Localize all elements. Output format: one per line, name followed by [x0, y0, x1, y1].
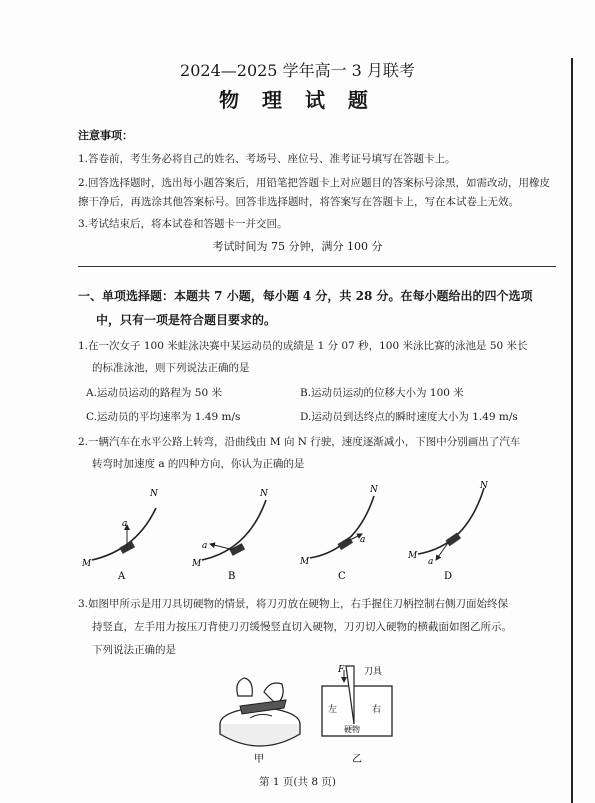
fig-b-a: a	[202, 541, 208, 551]
exam-title: 2024—2025 学年高一 3 月联考	[180, 61, 415, 80]
section-heading-cont: 中，只有一项是符合题目要求的。	[96, 313, 277, 327]
fig-b-m: M	[192, 559, 202, 569]
q1-option-a: A.运动员运动的路程为 50 米	[86, 387, 222, 399]
fig-c-m: M	[300, 557, 310, 567]
q3-stem-cont-2: 下列说法正确的是	[92, 644, 176, 656]
q2-stem-cont: 转弯时加速度 a 的四种方向，你认为正确的是	[92, 458, 305, 470]
q1-option-d: D.运动员到达终点的瞬时速度大小为 1.49 m/s	[300, 411, 518, 423]
fig-c-a: a	[360, 535, 366, 545]
fig-d	[407, 481, 489, 582]
q1-option-c: C.运动员的平均速率为 1.49 m/s	[86, 411, 241, 423]
fig-d-a: a	[428, 557, 434, 567]
car-icon	[446, 533, 461, 547]
fig-b-label: B	[228, 571, 236, 582]
fig-yi-label: 乙	[352, 754, 362, 765]
fig-c-label: C	[338, 571, 346, 582]
note-item-1: 1.答卷前，考生务必将自己的姓名、考场号、座位号、准考证号填写在答题卡上。	[78, 153, 456, 165]
note-item-2: 2.回答选择题时，选出每小题答案后，用铅笔把答题卡上对应题目的答案标号涂黑，如需改动，用橡皮	[78, 177, 551, 189]
q2-stem: 2.一辆汽车在水平公路上转弯，沿曲线由 M 向 N 行驶，速度逐渐减小，下图中分别画出了汽车	[78, 436, 521, 448]
fig-a-n: N	[150, 489, 158, 499]
section-heading: 一、单项选择题：本题共 7 小题，每小题 4 分，共 28 分。在每小题给出的四个选项	[78, 289, 533, 303]
fig-a-m: M	[82, 559, 92, 569]
fig-jia-label: 甲	[254, 754, 264, 765]
note-item-3: 3.考试结束后，将本试卷和答题卡一并交回。	[78, 218, 288, 230]
q3-figure-yi	[316, 660, 400, 768]
exam-time: 考试时间为 75 分钟，满分 100 分	[212, 240, 383, 253]
divider	[78, 266, 556, 267]
q3-stem-cont: 持竖直，左手用力按压刀背使刀刃缓慢竖直切入硬物，刀刃切入硬物的横截面如图乙所示。	[92, 621, 512, 633]
fig-a	[81, 489, 159, 582]
fig-yi-right: 右	[372, 705, 382, 715]
fig-d-n: N	[480, 481, 488, 491]
q3-stem: 3.如图甲所示是用刀具切硬物的情景，将刀刃放在硬物上，右手握住刀柄控制右侧刀面始终保	[78, 598, 509, 610]
fig-d-m: M	[408, 551, 418, 561]
fig-a-a: a	[122, 519, 128, 529]
q2-figures	[78, 478, 558, 586]
fig-yi-f: F	[338, 665, 345, 675]
fig-d-label: D	[444, 571, 453, 582]
notes-heading: 注意事项：	[78, 129, 133, 142]
fig-c	[299, 485, 379, 582]
fig-yi-hard: 硬物	[344, 725, 360, 734]
page-footer: 第 1 页(共 8 页)	[259, 776, 336, 788]
q1-stem: 1.在一次女子 100 米蛙泳决赛中某运动员的成绩是 1 分 07 秒，100 米泳比赛的泳池是 50 米长	[78, 340, 528, 352]
q1-stem-cont: 的标准泳池，则下列说法正确的是	[92, 362, 250, 374]
fig-a-label: A	[118, 571, 126, 582]
fig-yi-knife: 刀具	[364, 667, 383, 677]
fig-yi-left: 左	[328, 705, 338, 715]
subject-title: 物 理 试 题	[219, 88, 376, 112]
page-edge-line	[571, 58, 573, 803]
fig-c-n: N	[370, 485, 378, 495]
car-icon	[337, 537, 353, 550]
note-item-2-cont: 擦干净后，再选涂其他答案标号。回答非选择题时，将答案写在答题卡上，写在本试卷上无效。	[78, 196, 519, 208]
q3-figure-jia	[210, 662, 310, 766]
q1-option-b: B.运动员运动的位移大小为 100 米	[300, 387, 464, 399]
fig-b-n: N	[260, 489, 268, 499]
fig-b	[191, 489, 269, 582]
